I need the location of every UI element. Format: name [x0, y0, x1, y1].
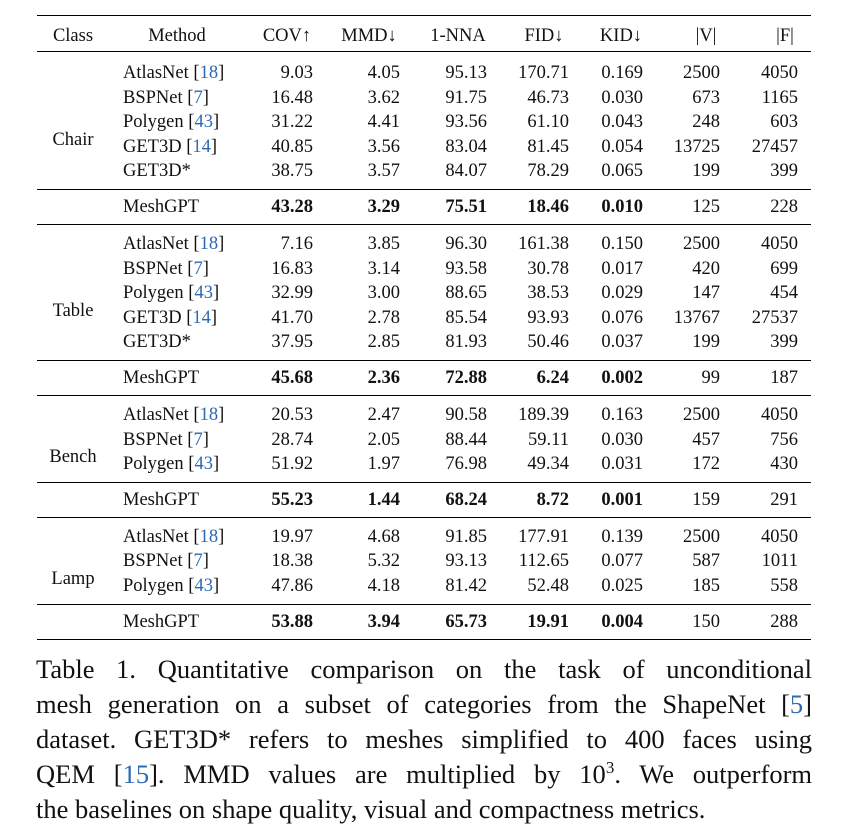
ours-value-fid: 18.46 [527, 197, 569, 217]
exponent: 3 [605, 758, 615, 778]
header-8: |F| [776, 26, 794, 46]
caption-line [36, 792, 812, 827]
value-f: 699 [770, 258, 798, 279]
ours-value-kid: 0.004 [601, 611, 643, 632]
value-nna: 93.56 [445, 112, 487, 133]
value-v: 172 [692, 454, 720, 475]
ours-separator-rule [37, 482, 811, 483]
value-v: 185 [692, 576, 720, 596]
header-6: KID↓ [599, 26, 643, 46]
value-kid: 0.139 [601, 526, 643, 547]
value-v: 2500 [683, 63, 720, 83]
value-fid: 52.48 [527, 576, 569, 596]
value-nna: 96.30 [445, 234, 487, 254]
method-label: GET3D* [123, 332, 191, 353]
value-cov: 32.99 [271, 283, 313, 304]
method-label: Polygen [123, 454, 184, 475]
method-name: BSPNet [7] [123, 87, 209, 108]
value-kid: 0.031 [601, 454, 643, 475]
ours-value-mmd: 1.44 [367, 489, 400, 510]
value-fid: 49.34 [527, 454, 569, 475]
value-nna: 85.54 [445, 307, 487, 328]
class-label: Bench [49, 447, 97, 468]
header-4: 1-NNA [430, 26, 486, 46]
value-kid: 0.030 [601, 87, 643, 108]
value-fid: 177.91 [518, 526, 569, 547]
value-fid: 61.10 [527, 112, 569, 133]
table-caption [36, 652, 812, 827]
method-name: AtlasNet [18] [123, 405, 225, 425]
value-mmd: 4.05 [367, 63, 400, 83]
value-fid: 38.53 [527, 283, 569, 304]
header-7: |V| [695, 26, 717, 46]
ours-separator-rule [37, 189, 811, 190]
method-label: AtlasNet [123, 234, 189, 254]
ours-value-nna: 65.73 [445, 611, 487, 632]
method-label: BSPNet [123, 258, 183, 279]
caption-text: mesh generation on a subset of categories from the ShapeNet [ [36, 689, 790, 719]
ours-value-cov: 55.23 [271, 489, 313, 510]
method-name: BSPNet [7] [123, 258, 209, 279]
ours-value-fid: 19.91 [527, 611, 569, 632]
value-f: 4050 [761, 234, 798, 254]
value-v: 199 [692, 332, 720, 353]
method-label: GET3D* [123, 161, 191, 182]
caption-text: ] [803, 689, 812, 719]
value-kid: 0.025 [601, 576, 643, 596]
value-f: 399 [770, 332, 798, 353]
ours-value-fid: 6.24 [536, 368, 569, 388]
value-cov: 47.86 [271, 576, 313, 596]
value-fid: 112.65 [518, 551, 569, 572]
method-name: Polygen [43] [123, 576, 220, 596]
value-nna: 84.07 [445, 161, 487, 182]
method-name [123, 331, 191, 353]
value-cov: 9.03 [280, 63, 313, 83]
value-v: 457 [692, 429, 720, 450]
citation-link[interactable]: 18 [199, 63, 219, 83]
value-nna: 81.42 [445, 576, 487, 596]
citation-link[interactable]: 14 [192, 136, 211, 157]
value-fid: 81.45 [527, 136, 569, 157]
caption-text: Table 1. Quantitative comparison on the task of unconditional [36, 654, 812, 684]
citation-link[interactable]: 7 [193, 258, 203, 279]
ours-value-v: 125 [692, 197, 720, 217]
value-f: 4050 [761, 526, 798, 547]
value-fid: 170.71 [518, 63, 569, 83]
value-f: 558 [770, 576, 798, 596]
value-cov: 7.16 [280, 234, 313, 254]
value-cov: 40.85 [271, 136, 313, 157]
ours-value-kid: 0.001 [601, 489, 643, 510]
value-f: 4050 [761, 405, 798, 425]
citation-link[interactable]: 43 [194, 283, 213, 304]
caption-text: dataset. GET3D* refers to meshes simplified to 400 faces using [36, 724, 812, 754]
method-label: AtlasNet [123, 405, 189, 425]
ours-value-nna: 68.24 [445, 489, 487, 510]
value-kid: 0.037 [601, 332, 643, 353]
method-name: AtlasNet [18] [123, 63, 225, 83]
value-nna: 81.93 [445, 332, 487, 353]
method-label: Polygen [123, 576, 184, 596]
value-kid: 0.029 [601, 283, 643, 304]
value-f: 454 [770, 283, 798, 304]
header-5: FID↓ [524, 26, 564, 46]
value-fid: 30.78 [527, 258, 569, 279]
value-cov: 41.70 [271, 307, 313, 328]
method-name: BSPNet [7] [123, 429, 209, 450]
method-name: GET3D [14] [123, 307, 218, 328]
ours-value-f: 291 [770, 489, 798, 510]
value-mmd: 3.14 [367, 258, 400, 279]
value-v: 147 [692, 283, 720, 304]
value-mmd: 2.05 [367, 429, 400, 450]
value-mmd: 5.32 [367, 551, 400, 572]
ours-value-f: 187 [770, 368, 798, 388]
value-cov: 20.53 [271, 405, 313, 425]
value-kid: 0.065 [601, 161, 643, 182]
ours-value-cov: 53.88 [271, 611, 313, 632]
value-kid: 0.163 [601, 405, 643, 425]
value-kid: 0.054 [601, 136, 643, 157]
method-label: BSPNet [123, 429, 183, 450]
header-2: COV↑ [262, 26, 312, 46]
value-v: 2500 [683, 234, 720, 254]
citation-link[interactable]: 7 [193, 551, 203, 572]
citation-link[interactable]: 43 [194, 112, 213, 133]
ours-value-kid: 0.002 [601, 368, 643, 388]
value-v: 673 [692, 87, 720, 108]
citation-link[interactable]: 5 [789, 689, 804, 719]
value-cov: 31.22 [271, 112, 313, 133]
ours-value-cov: 45.68 [271, 368, 313, 388]
caption-line [36, 652, 812, 687]
ours-method-name: MeshGPT [123, 368, 200, 388]
value-cov: 38.75 [271, 161, 313, 182]
citation-link[interactable]: 18 [199, 234, 219, 254]
citation-link[interactable]: 43 [194, 576, 213, 596]
class-label: Table [52, 301, 94, 321]
value-f: 27537 [751, 307, 798, 328]
value-v: 248 [692, 112, 720, 133]
value-kid: 0.169 [601, 63, 643, 83]
ours-separator-rule [37, 604, 811, 605]
ours-separator-rule [37, 360, 811, 361]
group-rule [37, 224, 811, 225]
value-kid: 0.043 [601, 112, 643, 133]
value-fid: 93.93 [527, 307, 569, 328]
ours-value-fid: 8.72 [536, 489, 569, 510]
value-mmd: 4.41 [367, 112, 400, 133]
value-cov: 18.38 [271, 551, 313, 572]
caption-text: QEM [ [36, 759, 123, 789]
citation-link[interactable]: 18 [199, 526, 219, 547]
value-fid: 46.73 [527, 87, 569, 108]
value-f: 430 [770, 454, 798, 475]
value-nna: 83.04 [445, 136, 487, 157]
value-fid: 78.29 [527, 161, 569, 182]
group-rule [37, 517, 811, 518]
value-nna: 88.65 [445, 283, 487, 304]
value-f: 756 [770, 429, 798, 450]
method-name: Polygen [43] [123, 112, 220, 133]
value-v: 2500 [683, 526, 720, 547]
method-label: BSPNet [123, 87, 183, 108]
value-v: 13767 [673, 307, 720, 328]
value-nna: 90.58 [445, 405, 487, 425]
ours-value-mmd: 2.36 [367, 368, 400, 388]
value-kid: 0.030 [601, 429, 643, 450]
ours-value-nna: 72.88 [445, 368, 487, 388]
ours-value-f: 288 [770, 611, 798, 632]
ours-value-f: 228 [770, 197, 798, 217]
header-rule [37, 51, 811, 52]
ours-method-name: MeshGPT [123, 489, 200, 510]
citation-link[interactable]: 18 [199, 405, 219, 425]
table-bottom-rule [37, 639, 811, 640]
value-v: 587 [692, 551, 720, 572]
method-label: BSPNet [123, 551, 183, 572]
method-name: BSPNet [7] [123, 551, 209, 572]
value-mmd: 3.00 [367, 283, 400, 304]
value-mmd: 3.57 [367, 161, 400, 182]
caption-text: the baselines on shape quality, visual and compactness metrics. [36, 794, 706, 824]
ours-value-cov: 43.28 [271, 197, 313, 217]
ours-value-mmd: 3.94 [367, 611, 400, 632]
ours-method-name: MeshGPT [123, 611, 200, 632]
value-nna: 91.75 [445, 87, 487, 108]
method-name: AtlasNet [18] [123, 234, 225, 254]
value-f: 4050 [761, 63, 798, 83]
value-f: 399 [770, 161, 798, 182]
header-1: Method [148, 26, 206, 46]
value-nna: 76.98 [445, 454, 487, 475]
value-mmd: 3.85 [367, 234, 400, 254]
caption-line [36, 757, 812, 792]
value-cov: 51.92 [271, 454, 313, 475]
value-fid: 161.38 [518, 234, 569, 254]
citation-link[interactable]: 7 [193, 87, 203, 108]
value-kid: 0.150 [601, 234, 643, 254]
ours-value-nna: 75.51 [445, 197, 487, 217]
value-mmd: 4.18 [367, 576, 400, 596]
method-name: GET3D [14] [123, 136, 218, 157]
method-label: GET3D [123, 136, 182, 157]
value-mmd: 3.62 [367, 87, 400, 108]
citation-link[interactable]: 7 [193, 429, 203, 450]
method-label: Polygen [123, 112, 184, 133]
value-v: 2500 [683, 405, 720, 425]
header-3: MMD↓ [341, 26, 397, 46]
value-nna: 91.85 [445, 526, 487, 547]
value-mmd: 2.47 [367, 405, 400, 425]
method-label: AtlasNet [123, 63, 189, 83]
value-f: 27457 [751, 136, 798, 157]
value-nna: 93.13 [445, 551, 487, 572]
value-f: 1165 [761, 87, 798, 108]
value-fid: 50.46 [527, 332, 569, 353]
value-mmd: 1.97 [367, 454, 400, 475]
header-0: Class [52, 26, 94, 46]
value-mmd: 4.68 [367, 526, 400, 547]
value-cov: 28.74 [271, 429, 313, 450]
value-cov: 19.97 [271, 526, 313, 547]
value-mmd: 3.56 [367, 136, 400, 157]
method-name: AtlasNet [18] [123, 526, 225, 547]
class-label: Lamp [51, 569, 95, 590]
citation-link[interactable]: 15 [122, 759, 150, 789]
value-kid: 0.076 [601, 307, 643, 328]
ours-value-v: 99 [701, 368, 720, 388]
caption-line [36, 722, 812, 757]
caption-text: . We outperform [614, 759, 813, 789]
group-rule [37, 395, 811, 396]
method-name: Polygen [43] [123, 454, 220, 475]
ours-value-v: 150 [692, 611, 720, 632]
value-nna: 95.13 [445, 63, 487, 83]
value-nna: 88.44 [445, 429, 487, 450]
value-kid: 0.077 [601, 551, 643, 572]
value-fid: 59.11 [528, 429, 569, 450]
value-nna: 93.58 [445, 258, 487, 279]
citation-link[interactable]: 43 [194, 454, 213, 475]
ours-method-name: MeshGPT [123, 197, 200, 217]
value-f: 1011 [761, 551, 798, 572]
method-label: GET3D [123, 307, 182, 328]
table-top-rule [37, 15, 811, 16]
ours-value-mmd: 3.29 [367, 197, 400, 217]
caption-text: ]. MMD values are multiplied by 10 [149, 759, 606, 789]
caption-line [36, 687, 812, 722]
value-v: 420 [692, 258, 720, 279]
method-label: AtlasNet [123, 526, 189, 547]
method-name [123, 160, 191, 182]
class-label: Chair [52, 130, 94, 150]
method-name: Polygen [43] [123, 283, 220, 304]
value-kid: 0.017 [601, 258, 643, 279]
ours-value-kid: 0.010 [601, 197, 643, 217]
value-cov: 16.48 [271, 87, 313, 108]
value-cov: 37.95 [271, 332, 313, 353]
citation-link[interactable]: 14 [192, 307, 211, 328]
value-mmd: 2.85 [367, 332, 400, 353]
method-label: Polygen [123, 283, 184, 304]
value-cov: 16.83 [271, 258, 313, 279]
value-v: 199 [692, 161, 720, 182]
value-mmd: 2.78 [367, 307, 400, 328]
value-v: 13725 [673, 136, 720, 157]
value-f: 603 [770, 112, 798, 133]
value-fid: 189.39 [518, 405, 569, 425]
ours-value-v: 159 [692, 489, 720, 510]
